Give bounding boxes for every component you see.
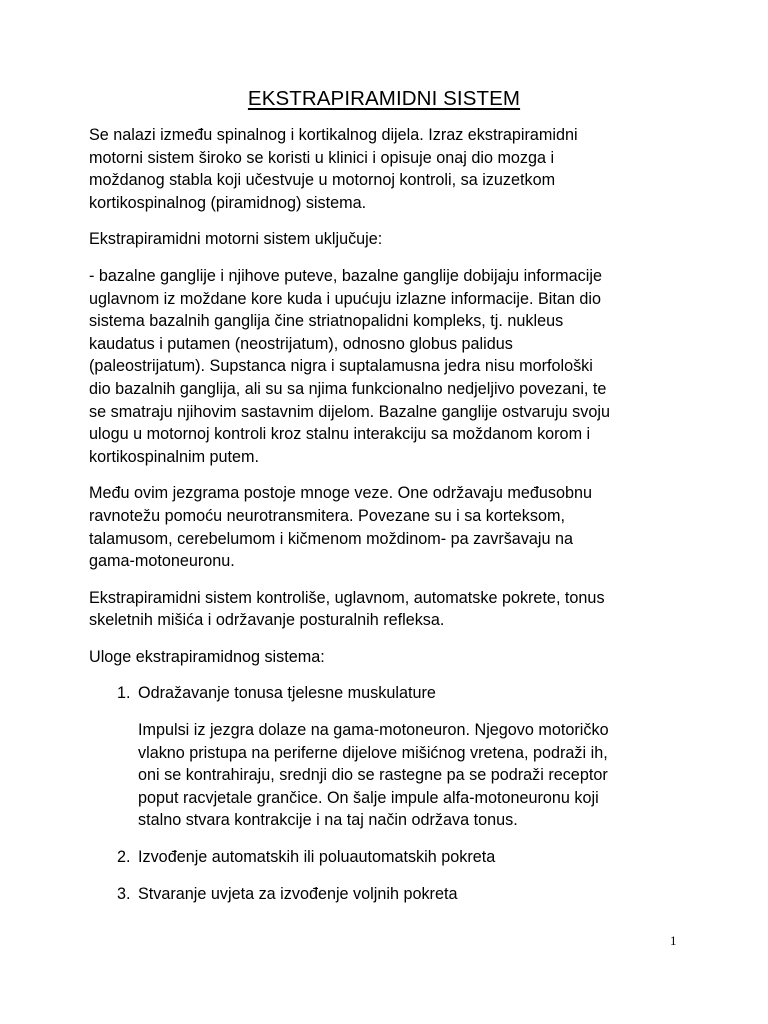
list-item-text: Izvođenje automatskih ili poluautomatskih pokreta [138, 848, 496, 867]
includes-heading-paragraph: Ekstrapiramidni motorni sistem uključuje: [89, 230, 383, 249]
list-item [89, 846, 709, 869]
roles-list-continued [89, 846, 709, 905]
list-item-text: Odražavanje tonusa tjelesne muskulature [138, 684, 436, 703]
roles-list [89, 682, 709, 705]
basal-ganglia-paragraph: - bazalne ganglije i njihove puteve, bazalne ganglije dobijaju informacije uglavnom iz moždane kore kuda i upućuju izlazne informacije. Bitan dio sistema bazalnih ganglija čine striatnopalidni kompleks, tj. nukleus kaudatus i putamen (neostrijatum), odnosno globus palidus (paleostrijatum). Supstanca nigra i suptalamusna jedra nisu morfološki dio bazalnih ganglija, ali su sa njima funkcionalno nedjeljivo povezani, te se smatraju njihovim sastavnim dijelom. Bazalne ganglije ostvaruju svoju ulogu u motornoj kontroli kroz stalnu interakciju sa moždanom korom i kortikospinalnim putem. [89, 266, 610, 466]
page-number: 1 [670, 933, 677, 948]
nuclei-connections-paragraph: Među ovim jezgrama postoje mnoge veze. One održavaju međusobnu ravnotežu pomoću neurotransmitera. Povezane su i sa korteksom, talamusom, cerebelumom i kičmenom moždinom- pa završavaju na gama-motoneuronu. [89, 484, 592, 571]
list-item [89, 883, 709, 906]
list-item-number: 2. [117, 848, 131, 867]
list-item-number: 3. [117, 884, 131, 903]
control-paragraph: Ekstrapiramidni sistem kontroliše, uglavnom, automatske pokrete, tonus skeletnih mišića i održavanje posturalnih refleksa. [89, 588, 605, 630]
document-body [89, 124, 709, 919]
list-item-text: Stvaranje uvjeta za izvođenje voljnih pokreta [138, 884, 458, 903]
roles-heading-paragraph: Uloge ekstrapiramidnog sistema: [89, 647, 325, 666]
list-item [89, 682, 709, 705]
list-item-number: 1. [117, 684, 131, 703]
intro-paragraph: Se nalazi između spinalnog i kortikalnog dijela. Izraz ekstrapiramidni motorni sistem široko se koristi u klinici i opisuje onaj dio mozga i moždanog stabla koji učestvuje u motornoj kontroli, sa izuzetkom kortikospinalnog (piramidnog) sistema. [89, 126, 578, 212]
role-1-detail-paragraph: Impulsi iz jezgra dolaze na gama-motoneuron. Njegovo motoričko vlakno pristupa na periferne dijelove mišićnog vretena, podraži ih, oni se kontrahiraju, srednji dio se rastegne pa se podraži receptor poput racvjetale grančice. On šalje impule alfa-motoneuronu koji stalno stvara kontrakcije i na taj način održava tonus. [138, 721, 609, 830]
document-title: EKSTRAPIRAMIDNI SISTEM [247, 87, 521, 110]
